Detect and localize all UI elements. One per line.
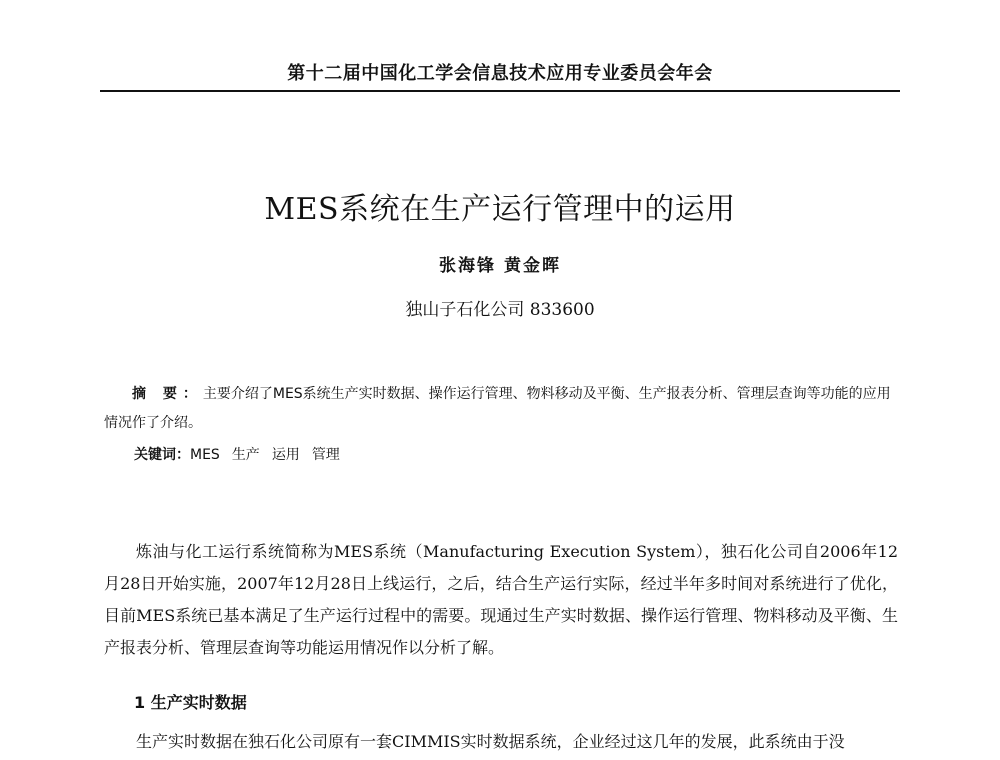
section-paragraph: 生产实时数据在独石化公司原有一套CIMMIS实时数据系统，企业经过这几年的发展，此系统由于没	[136, 732, 845, 751]
paper-authors: 张海锋 黄金晖	[439, 256, 561, 276]
abstract	[104, 380, 894, 438]
intro-paragraph: 炼油与化工运行系统简称为MES系统（Manufacturing Execution System），独石化公司自2006年12月28日开始实施，2007年12月28日上线运行，之后，结合生产运行实际，经过半年多时间对系统进行了优化，目前MES系统已基本满足了生产运行过程中的需要。现通过生产实时数据、操作运行管理、物料移动及平衡、生产报表分析、管理层查询等功能运用情况作以分析了解。	[104, 542, 898, 657]
paper-affiliation: 独山子石化公司 833600	[405, 300, 595, 320]
keywords	[134, 442, 894, 468]
header-rule	[100, 90, 900, 92]
abstract-label: 摘 要：	[132, 386, 203, 402]
abstract-text: 主要介绍了MES系统生产实时数据、操作运行管理、物料移动及平衡、生产报表分析、管理层查询等功能的应用情况作了介绍。	[104, 386, 891, 431]
keyword-item: 运用	[271, 447, 300, 463]
keyword-item: 管理	[311, 447, 340, 463]
conference-header: 第十二届中国化工学会信息技术应用专业委员会年会	[287, 63, 713, 84]
section-heading: 1 生产实时数据	[134, 693, 247, 712]
keyword-item: MES	[190, 447, 220, 463]
keyword-item: 生产	[231, 447, 260, 463]
paper-title: MES系统在生产运行管理中的运用	[264, 192, 736, 227]
keywords-label: 关键词：	[134, 447, 190, 463]
